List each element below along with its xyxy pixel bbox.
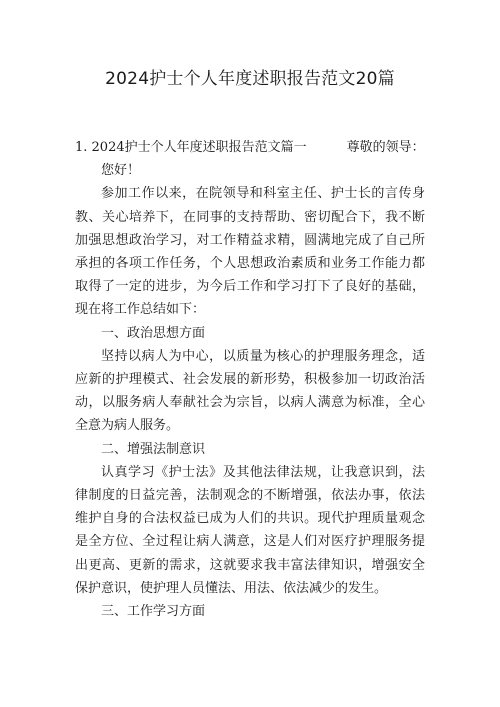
document-title: 2024护士个人年度述职报告范文20篇 — [105, 69, 395, 89]
section-heading-line — [75, 136, 425, 159]
greeting: 您好！ — [101, 163, 141, 179]
document-body — [75, 136, 425, 623]
section-heading: 1. 2024护士个人年度述职报告范文篇一 — [75, 140, 307, 155]
politics-paragraph: 坚持以病人为中心，以质量为核心的护理服务理念，适应新的护理模式、社会发展的新形势，积极参加一切政治活动，以服务病人奉献社会为宗旨，以病人满意为标准，全心全意为病人服务。 — [75, 348, 425, 434]
heading-legal: 二、增强法制意识 — [101, 441, 206, 457]
legal-paragraph: 认真学习《护士法》及其他法律法规，让我意识到，法律制度的日益完善，法制观念的不断增强，依法办事，依法维护自身的合法权益已成为人们的共识。现代护理质量观念是全方位、全过程让病人满意，这是人们对医疗护理服务提出更高、更新的需求，这就要求我丰富法律知识，增强安全保护意识，使护理人员懂法、用法、依法减少的发生。 — [75, 464, 425, 596]
intro-paragraph: 参加工作以来，在院领导和科室主任、护士长的言传身教、关心培养下，在同事的支持帮助、密切配合下，我不断加强思想政治学习，对工作精益求精，圆满地完成了自己所承担的各项工作任务，个人思想政治素质和业务工作能力都取得了一定的进步，为今后工作和学习打下了良好的基础，现在将工作总结如下： — [75, 186, 425, 318]
heading-politics: 一、政治思想方面 — [101, 325, 206, 341]
salutation: 尊敬的领导： — [346, 140, 425, 155]
heading-work-study: 三、工作学习方面 — [101, 604, 206, 620]
